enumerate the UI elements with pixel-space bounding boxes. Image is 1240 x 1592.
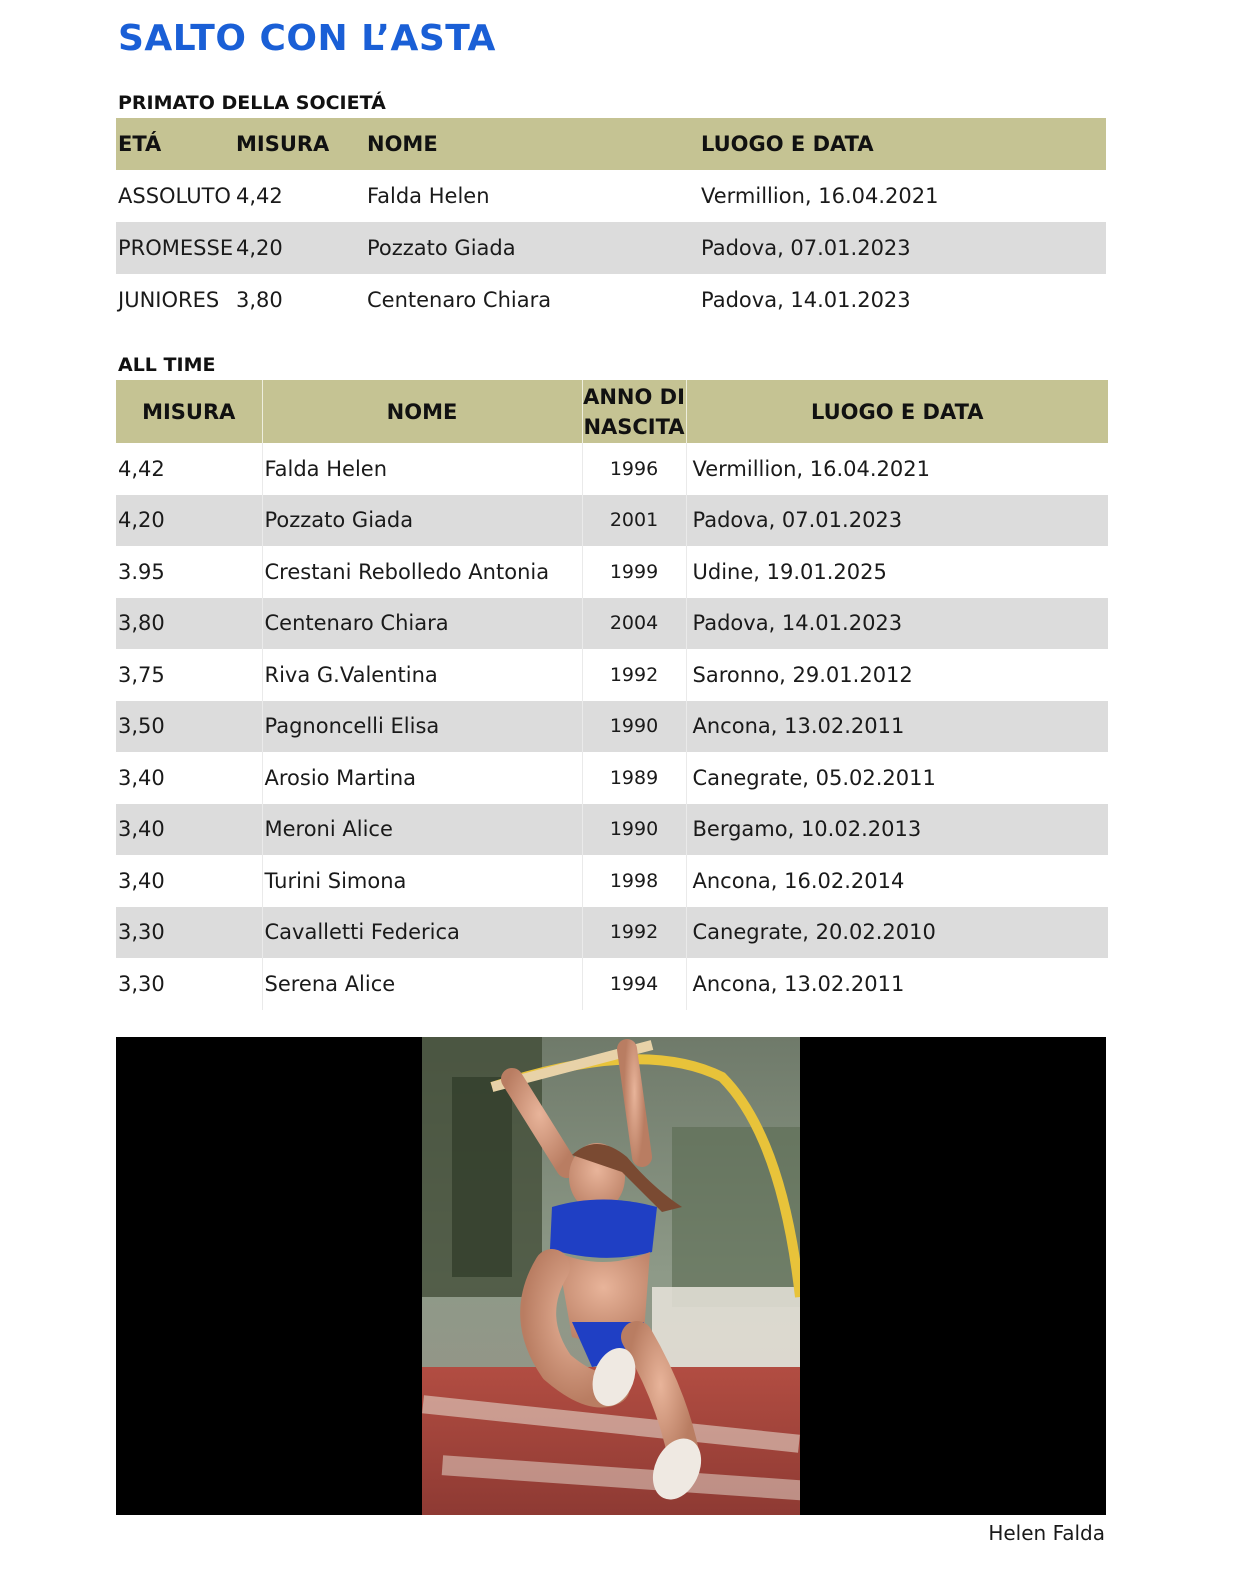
cell-anno-nascita: 1990	[582, 804, 686, 856]
cell-nome: Centenaro Chiara	[262, 598, 582, 650]
cell-luogo-data: Vermillion, 16.04.2021	[701, 184, 939, 208]
cell-eta: ASSOLUTO	[118, 184, 231, 208]
page-title: SALTO CON L’ASTA	[118, 18, 496, 59]
primato-table	[116, 118, 1106, 326]
table-row	[116, 443, 1108, 495]
header-nome: NOME	[365, 118, 699, 170]
cell-luogo-data: Bergamo, 10.02.2013	[686, 804, 1108, 856]
cell-misura: 3,30	[116, 907, 262, 959]
cell-eta: PROMESSE	[116, 222, 234, 274]
cell-luogo-data: Padova, 14.01.2023	[701, 288, 911, 312]
cell-luogo-data: Ancona, 16.02.2014	[692, 868, 905, 893]
cell-nome: Pozzato Giada	[365, 222, 699, 274]
cell-misura: 3,80	[236, 288, 283, 312]
cell-anno-nascita: 2004	[582, 598, 686, 650]
cell-misura: 3,50	[116, 701, 262, 753]
table-row	[116, 495, 1108, 547]
table-row	[116, 958, 1108, 1010]
cell-luogo-data: Ancona, 13.02.2011	[686, 701, 1108, 753]
photo-caption: Helen Falda	[988, 1521, 1105, 1545]
cell-nome: Falda Helen	[262, 443, 582, 495]
alltime-header-row	[116, 380, 1108, 443]
cell-luogo-data: Saronno, 29.01.2012	[692, 662, 913, 687]
cell-anno-nascita: 1996	[582, 443, 686, 495]
cell-luogo-data: Padova, 07.01.2023	[686, 495, 1108, 547]
primato-header-row	[116, 118, 1106, 170]
cell-nome: Meroni Alice	[262, 804, 582, 856]
header-eta: ETÁ	[116, 118, 234, 170]
cell-nome: Pozzato Giada	[262, 495, 582, 547]
cell-misura: 4,20	[116, 495, 262, 547]
table-row	[116, 701, 1108, 753]
cell-luogo-data: Canegrate, 20.02.2010	[686, 907, 1108, 959]
header-luogo-data: LUOGO E DATA	[699, 118, 1106, 170]
cell-nome: Cavalletti Federica	[262, 907, 582, 959]
header-luogo-data: LUOGO E DATA	[686, 380, 1108, 443]
header-anno-nascita: ANNO DI NASCITA	[582, 380, 686, 443]
cell-luogo-data: Vermillion, 16.04.2021	[692, 456, 930, 481]
cell-luogo-data: Padova, 07.01.2023	[699, 222, 1106, 274]
cell-nome: Turini Simona	[262, 855, 582, 907]
cell-anno-nascita: 1992	[582, 907, 686, 959]
cell-eta: JUNIORES	[118, 288, 220, 312]
cell-nome: Centenaro Chiara	[367, 288, 552, 312]
cell-anno-nascita: 2001	[582, 495, 686, 547]
cell-anno-nascita: 1998	[582, 855, 686, 907]
cell-nome: Serena Alice	[262, 958, 582, 1010]
cell-misura: 4,42	[116, 443, 262, 495]
cell-nome: Pagnoncelli Elisa	[262, 701, 582, 753]
cell-misura: 3,75	[116, 649, 262, 701]
cell-anno-nascita: 1989	[582, 752, 686, 804]
alltime-section-label: ALL TIME	[118, 354, 216, 376]
cell-anno-nascita: 1990	[582, 701, 686, 753]
cell-misura: 3,40	[116, 752, 262, 804]
alltime-table	[116, 380, 1108, 1010]
cell-misura: 3,40	[116, 804, 262, 856]
cell-luogo-data: Padova, 14.01.2023	[686, 598, 1108, 650]
cell-misura: 3,80	[116, 598, 262, 650]
cell-luogo-data: Udine, 19.01.2025	[692, 559, 887, 584]
cell-luogo-data: Ancona, 13.02.2011	[692, 971, 905, 996]
cell-misura: 3,30	[116, 958, 262, 1010]
table-row	[116, 752, 1108, 804]
table-row	[116, 170, 1106, 222]
photo-frame	[116, 1037, 1106, 1515]
cell-nome: Riva G.Valentina	[262, 649, 582, 701]
header-misura: MISURA	[116, 380, 262, 443]
athlete-photo	[422, 1037, 800, 1515]
table-row	[116, 649, 1108, 701]
cell-luogo-data: Canegrate, 05.02.2011	[692, 765, 936, 790]
table-row	[116, 598, 1108, 650]
header-nome: NOME	[262, 380, 582, 443]
cell-misura: 3,40	[116, 855, 262, 907]
table-row	[116, 546, 1108, 598]
cell-misura: 4,42	[236, 184, 283, 208]
table-row	[116, 274, 1106, 326]
pole-vault-image	[422, 1037, 800, 1515]
cell-anno-nascita: 1992	[582, 649, 686, 701]
table-row	[116, 855, 1108, 907]
cell-anno-nascita: 1994	[582, 958, 686, 1010]
table-row	[116, 804, 1108, 856]
table-row	[116, 222, 1106, 274]
cell-nome: Crestani Rebolledo Antonia	[262, 546, 582, 598]
cell-anno-nascita: 1999	[582, 546, 686, 598]
table-row	[116, 907, 1108, 959]
cell-misura: 4,20	[234, 222, 365, 274]
cell-nome: Arosio Martina	[262, 752, 582, 804]
cell-nome: Falda Helen	[367, 184, 490, 208]
cell-misura: 3.95	[116, 546, 262, 598]
header-misura: MISURA	[234, 118, 365, 170]
primato-section-label: PRIMATO DELLA SOCIETÁ	[118, 92, 386, 114]
